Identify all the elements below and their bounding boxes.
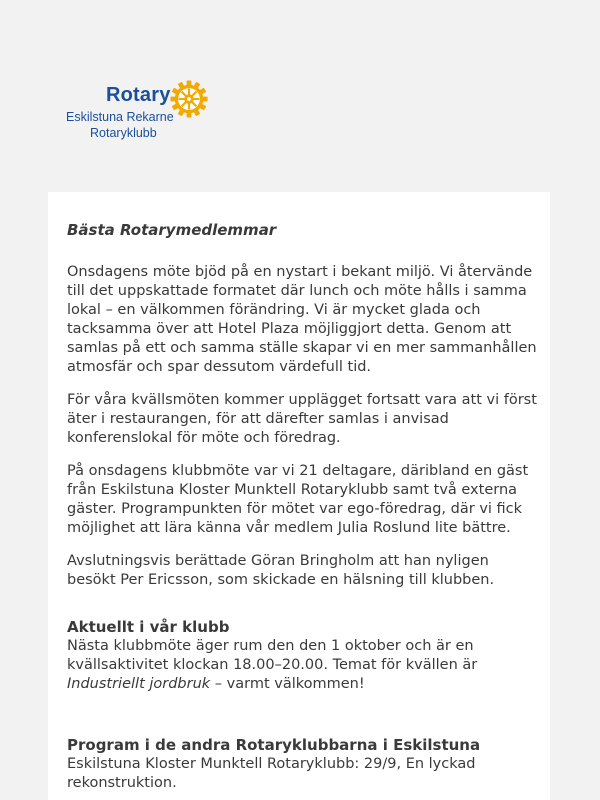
other-clubs-section	[67, 736, 537, 793]
paragraph-meeting-intro: Onsdagens möte bjöd på en nystart i bekant miljö. Vi återvände till det uppskattade formatet där lunch och möte hålls i samma lokal – en välkommen förändring. Vi är mycket glada och tacksamma över att Hotel Plaza möjliggjort detta. Genom att samlas på ett och samma ställe skapar vi en mer sammanhållen atmosfär och spar dessutom värdefull tid.	[67, 264, 537, 375]
paragraph-attendance: På onsdagens klubbmöte var vi 21 deltagare, däribland en gäst från Eskilstuna Kloster Munktell Rotaryklubb samt två externa gäster. Programpunkten för mötet var ego-föredrag, där vi fick möjlighet att lära känna vår medlem Julia Roslund lite bättre.	[67, 463, 529, 536]
logo-wordmark: Rotary	[106, 84, 171, 106]
club-news-text-after: – varmt välkommen!	[210, 676, 365, 692]
club-news-heading: Aktuellt i vår klubb	[67, 618, 230, 636]
paragraph-closing: Avslutningsvis berättade Göran Bringholm att han nyligen besökt Per Ericsson, som skickade en hälsning till klubben.	[67, 553, 495, 588]
email-header	[0, 0, 600, 192]
logo-club-name-line2: Rotaryklubb	[90, 126, 157, 140]
newsletter-card	[48, 192, 550, 800]
newsletter-content	[67, 221, 537, 793]
logo-club-name-line1: Eskilstuna Rekarne	[66, 110, 174, 124]
club-news-theme: Industriellt jordbruk	[67, 676, 211, 692]
rotary-wheel-icon	[170, 80, 208, 118]
other-clubs-text: Eskilstuna Kloster Munktell Rotaryklubb: 29/9, En lyckad rekonstruktion.	[67, 756, 476, 791]
club-news-text-before: Nästa klubbmöte äger rum den den 1 oktober och är en kvällsaktivitet klockan 18.00–20.00. Temat för kvällen är	[67, 638, 478, 673]
club-logo	[66, 74, 216, 144]
club-news-section	[67, 618, 537, 694]
other-clubs-heading: Program i de andra Rotaryklubbarna i Eskilstuna	[67, 736, 481, 754]
club-news-text	[67, 637, 537, 694]
greeting: Bästa Rotarymedlemmar	[67, 221, 277, 239]
paragraph-evening-meetings: För våra kvällsmöten kommer upplägget fortsatt vara att vi först äter i restaurangen, för att därefter samlas i anvisad konferenslokal för möte och föredrag.	[67, 392, 537, 446]
